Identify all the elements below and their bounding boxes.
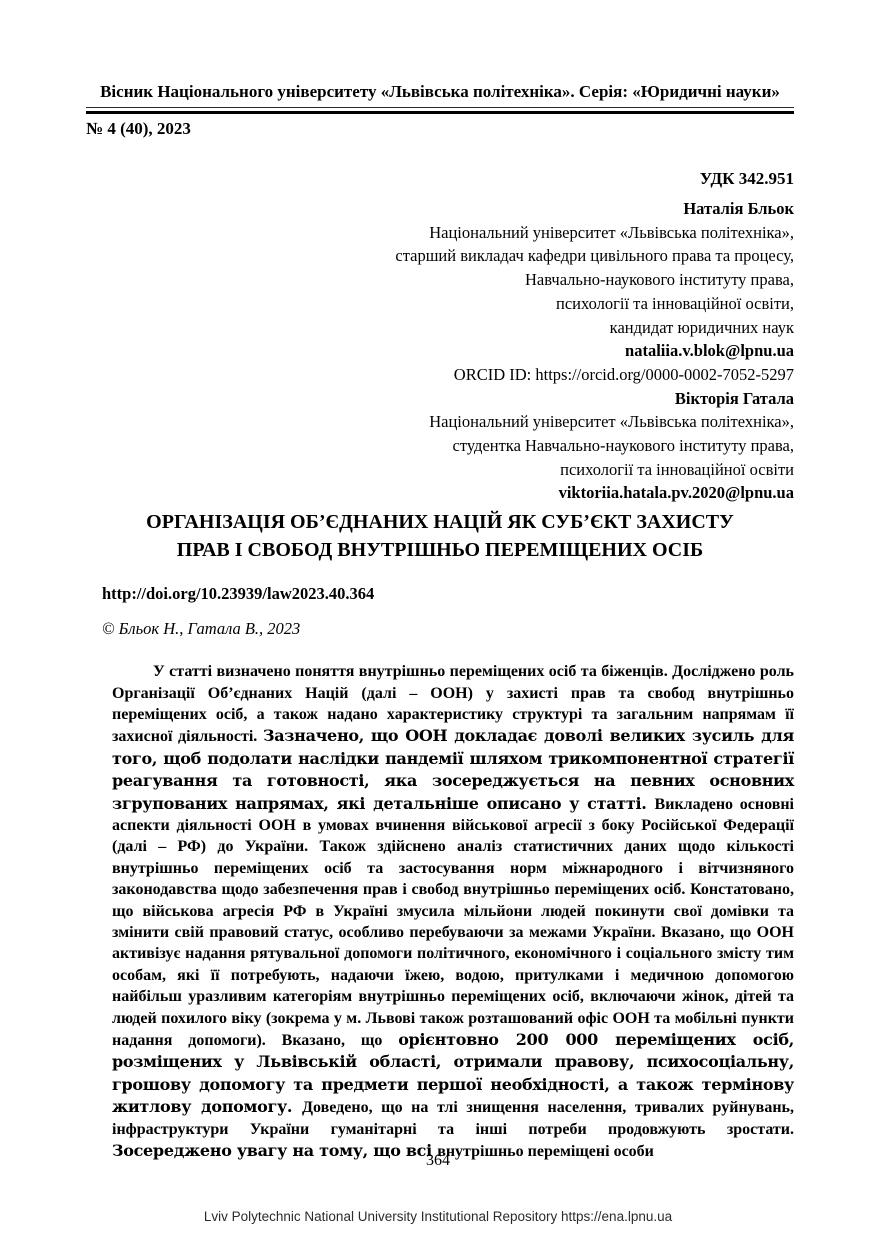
author-affiliation-line: психології та інноваційної освіти [560, 459, 794, 479]
abstract-segment-emphasis: Зазначено, що ООН докладає доволі великих зусиль для того, щоб подолати наслідки пандемії шляхом трикомпонентної стратегії реагування та готовності, яка зосереджується на певних основних згрупованих напрямах, які детальніше описано у статті. [112, 726, 794, 813]
author-affiliation-line: Навчально-наукового інституту права, [525, 270, 794, 290]
abstract-segment: Викладено основні аспекти діяльності ООН в умовах вчинення військової агресії з боку Російської Федерації (далі – РФ) до України. Також здійснено аналіз статистичних даних щодо кількості внутрішньо переміщених осіб та застосування норм міжнародного і вітчизняного законодавства щодо забезпечення прав і свобод внутрішньо переміщених осіб. Констатовано, що військова агресія РФ в Україні змусила мільйони людей покинути свої домівки та змінити свій правовий статус, особливо перебуваючи за межами України. Вказано, що ООН активізує надання рятувальної допомоги політичного, економічного і соціального змісту тим особам, які її потребують, надаючи їжею, водою, притулками і медичною допомогою найбільш уразливим категоріям внутрішньо переміщених осіб, включаючи жінок, дітей та людей похилого віку (зокрема у м. Львові також розташований офіс ООН та мобільні пункти надання допомоги). Вказано, що [112, 795, 794, 1050]
journal-header [86, 0, 794, 139]
author-affiliation-line: Національний університет «Львівська політехніка», [429, 222, 794, 242]
abstract-paragraph [112, 661, 794, 1162]
abstract-segment: Доведено, що на тлі знищення населення, тривалих руйнувань, інфраструктури України гуманітарні та інші потреби продовжують зростати. [112, 1099, 794, 1138]
abstract-segment: внутрішньо переміщені особи [437, 1143, 654, 1161]
author-email: nataliia.v.blok@lpnu.ua [625, 341, 794, 361]
author-orcid: ORCID ID: https://orcid.org/0000-0002-7052-5297 [453, 364, 794, 384]
repository-footer: Lviv Polytechnic National University Institutional Repository https://ena.lpnu.ua [203, 1209, 673, 1224]
author-block-1 [86, 197, 794, 387]
author-block-2 [86, 387, 794, 506]
author-name: Наталія Бльок [683, 199, 794, 218]
author-affiliation-line: старший викладач кафедри цивільного права та процесу, [395, 246, 794, 266]
author-affiliation-line: студентка Навчально-наукового інституту права, [452, 436, 794, 456]
copyright-line: © Бльок Н., Гатала В., 2023 [102, 619, 301, 639]
author-affiliation-line: психології та інноваційної освіти, [556, 293, 794, 313]
header-rule [86, 107, 794, 114]
abstract-segment: У статті визначено поняття внутрішньо переміщених осіб та біженців. Досліджено роль Організації Об’єднаних Націй (далі – ООН) у захисті прав та свобод внутрішньо переміщених осіб, а також надано характеристику структурі та загальним напрямам її захисної діяльності. [112, 663, 794, 746]
abstract-segment-emphasis: орієнтовно 200 000 переміщених осіб, розміщених у Львівській області, отримали правову, психосоціальну, грошову допомогу та предмети першої необхідності, а також термінову житлову допомогу. [112, 1030, 794, 1117]
author-affiliation-line: кандидат юридичних наук [609, 317, 794, 337]
udc-code: УДК 342.951 [699, 169, 794, 188]
article-title [86, 509, 794, 564]
page-number: 364 [426, 1152, 450, 1169]
author-affiliation-line: Національний університет «Львівська політехніка», [429, 412, 794, 432]
article-title-line-1: ОРГАНІЗАЦІЯ ОБ’ЄДНАНИХ НАЦІЙ ЯК СУБ’ЄКТ ЗАХИСТУ [146, 511, 734, 534]
doi-link: http://doi.org/10.23939/law2023.40.364 [102, 584, 375, 604]
author-name: Вікторія Гатала [674, 388, 794, 408]
abstract-segment-emphasis: Зосереджено увагу на тому, що всі [112, 1141, 438, 1161]
journal-issue-number: № 4 (40), 2023 [86, 119, 191, 138]
article-title-line-2: ПРАВ І СВОБОД ВНУТРІШНЬО ПЕРЕМІЩЕНИХ ОСІБ [176, 538, 704, 561]
author-email: viktoriia.hatala.pv.2020@lpnu.ua [558, 483, 794, 503]
journal-title: Вісник Національного університету «Львівська політехніка». Серія: «Юридичні науки» [100, 82, 780, 101]
